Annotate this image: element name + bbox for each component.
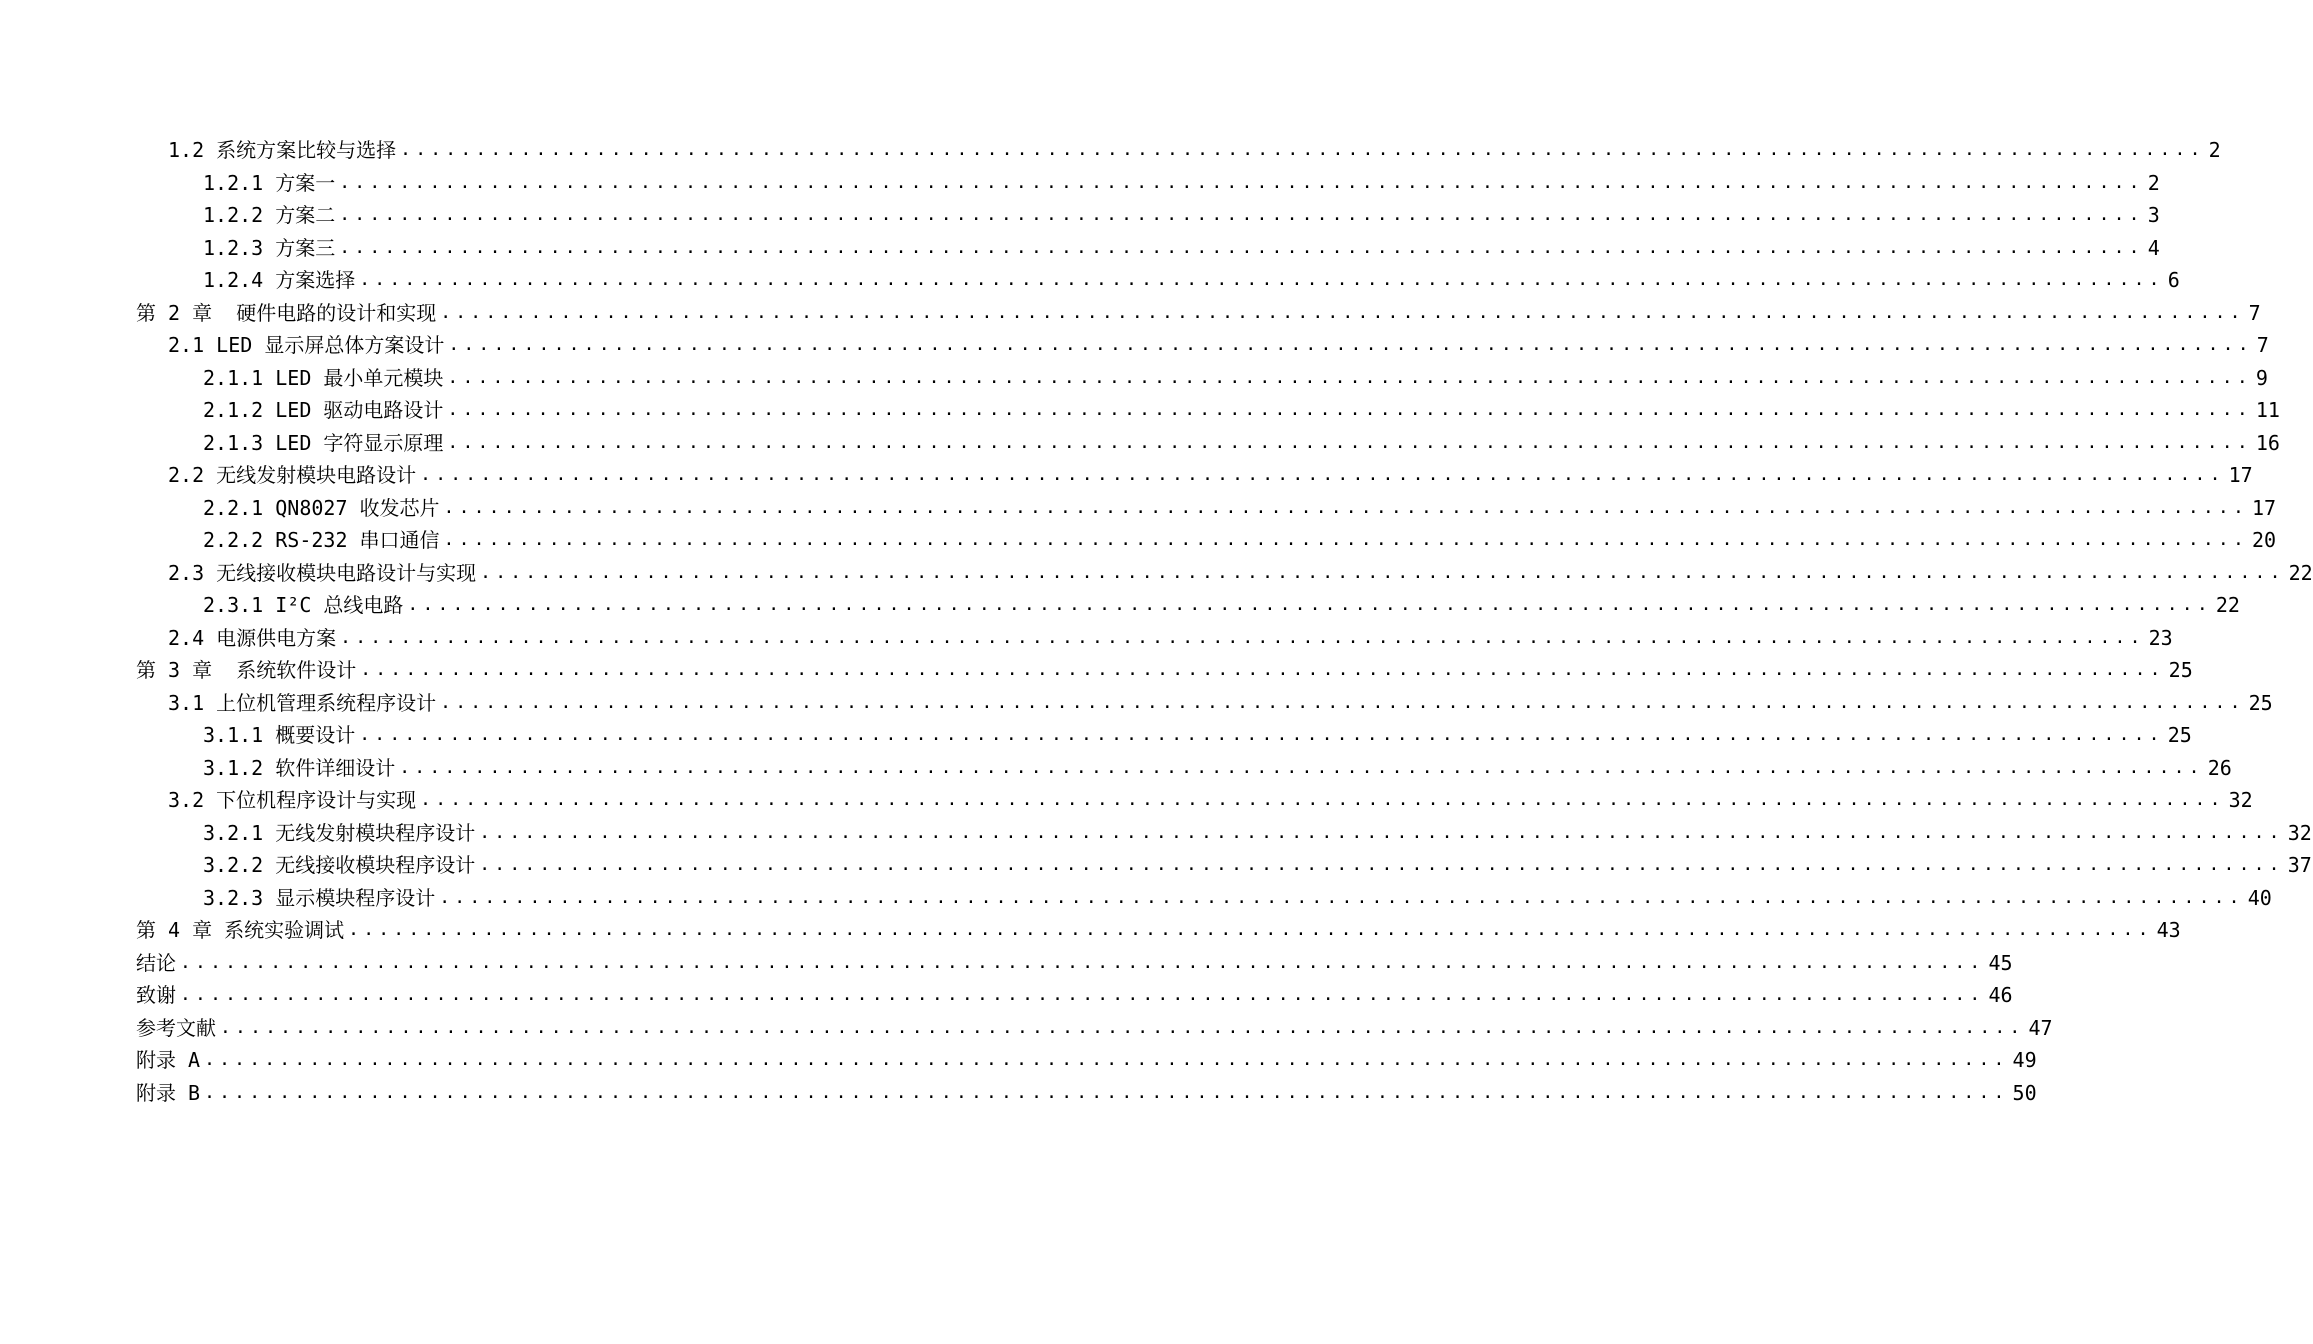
toc-leader-dots: ........................................................................................................................	[359, 724, 2164, 745]
toc-page-number: 40	[2246, 882, 2260, 915]
toc-entry-title: 2.2.2 RS-232 串口通信	[203, 524, 442, 557]
toc-entry[interactable]	[0, 232, 2160, 265]
toc-leader-dots: ........................................................................................................................	[180, 984, 1985, 1005]
toc-entry-title: 2.4 电源供电方案	[168, 622, 338, 655]
toc-entry[interactable]	[0, 394, 2280, 427]
toc-entry[interactable]	[0, 1044, 2037, 1077]
toc-leader-dots: ........................................................................................................................	[447, 399, 2252, 420]
toc-page-number: 47	[2026, 1012, 2040, 1045]
toc-entry[interactable]	[0, 914, 2181, 947]
toc-leader-dots: ........................................................................................................................	[407, 594, 2212, 615]
toc-page-number: 22	[2287, 557, 2301, 590]
toc-page-number: 25	[2167, 654, 2181, 687]
toc-entry-title: 2.1.2 LED 驱动电路设计	[203, 394, 445, 427]
toc-page-number: 3	[2146, 199, 2160, 232]
toc-entry[interactable]	[0, 752, 2232, 785]
toc-page-number: 32	[2286, 817, 2300, 850]
toc-page-number: 9	[2254, 362, 2268, 395]
toc-page-number: 20	[2250, 524, 2264, 557]
toc-leader-dots: ........................................................................................................................	[440, 691, 2245, 713]
toc-entry-title: 3.2.2 无线接收模块程序设计	[203, 849, 477, 882]
toc-entry-title: 3.1.1 概要设计	[203, 719, 357, 752]
toc-entry[interactable]	[0, 264, 2180, 297]
toc-entry[interactable]	[0, 882, 2272, 915]
toc-leader-dots: ........................................................................................................................	[443, 529, 2248, 550]
toc-entry-title: 2.2.1 QN8027 收发芯片	[203, 492, 442, 525]
toc-page-number: 50	[2011, 1077, 2025, 1110]
toc-entry[interactable]	[0, 687, 2273, 720]
toc-page-number: 49	[2011, 1044, 2025, 1077]
toc-entry-title: 2.1.1 LED 最小单元模块	[203, 362, 445, 395]
toc-leader-dots: ........................................................................................................................	[400, 139, 2205, 160]
toc-leader-dots: ........................................................................................................................	[479, 821, 2284, 843]
toc-entry[interactable]	[0, 134, 2221, 167]
toc-entry-title: 结论	[136, 947, 178, 980]
toc-entry-title: 第 3 章 系统软件设计	[136, 654, 358, 687]
toc-page-number: 25	[2247, 687, 2261, 720]
toc-leader-dots: ........................................................................................................................	[447, 431, 2252, 453]
toc-page-number: 37	[2286, 849, 2300, 882]
toc-leader-dots: ........................................................................................................................	[480, 561, 2285, 583]
toc-page-number: 2	[2146, 167, 2160, 200]
toc-entry[interactable]	[0, 492, 2277, 525]
toc-entry[interactable]	[0, 167, 2160, 200]
toc-entry[interactable]	[0, 817, 2312, 850]
toc-entry-title: 3.2.1 无线发射模块程序设计	[203, 817, 477, 850]
toc-page-number: 25	[2166, 719, 2180, 752]
toc-leader-dots: ........................................................................................................................	[339, 171, 2144, 193]
toc-entry[interactable]	[0, 427, 2280, 460]
toc-entry[interactable]	[0, 622, 2173, 655]
toc-page-number: 26	[2206, 752, 2220, 785]
toc-page-number: 6	[2166, 264, 2180, 297]
toc-entry-title: 参考文献	[136, 1012, 218, 1045]
toc-entry-title: 2.2 无线发射模块电路设计	[168, 459, 418, 492]
toc-entry[interactable]	[0, 297, 2261, 330]
toc-entry[interactable]	[0, 979, 2013, 1012]
toc-page-number: 43	[2155, 914, 2169, 947]
toc-entry-title: 2.1.3 LED 字符显示原理	[203, 427, 445, 460]
toc-page-number: 7	[2255, 329, 2269, 362]
toc-leader-dots: ........................................................................................................................	[204, 1081, 2009, 1103]
toc-leader-dots: ........................................................................................................................	[359, 269, 2164, 290]
toc-leader-dots: ........................................................................................................................	[448, 334, 2253, 355]
toc-leader-dots: ........................................................................................................................	[420, 464, 2225, 485]
toc-page-number: 11	[2254, 394, 2268, 427]
toc-entry[interactable]	[0, 362, 2268, 395]
toc-page-number: 32	[2227, 784, 2241, 817]
toc-entry[interactable]	[0, 654, 2193, 687]
toc-entry[interactable]	[0, 1077, 2037, 1110]
toc-entry-title: 第 2 章 硬件电路的设计和实现	[136, 297, 438, 330]
toc-entry-title: 3.1 上位机管理系统程序设计	[168, 687, 438, 720]
toc-leader-dots: ........................................................................................................................	[360, 659, 2165, 680]
toc-entry-title: 附录 A	[136, 1044, 202, 1077]
toc-leader-dots: ........................................................................................................................	[220, 1016, 2025, 1038]
toc-entry-title: 1.2.1 方案一	[203, 167, 337, 200]
toc-leader-dots: ........................................................................................................................	[440, 301, 2245, 323]
toc-leader-dots: ........................................................................................................................	[204, 1049, 2009, 1070]
toc-entry[interactable]	[0, 524, 2277, 557]
toc-entry-title: 3.2 下位机程序设计与实现	[168, 784, 418, 817]
toc-entry[interactable]	[0, 329, 2269, 362]
toc-leader-dots: ........................................................................................................................	[447, 366, 2252, 388]
toc-entry-title: 3.1.2 软件详细设计	[203, 752, 397, 785]
toc-leader-dots: ........................................................................................................................	[180, 951, 1985, 973]
toc-entry-title: 附录 B	[136, 1077, 202, 1110]
toc-entry[interactable]	[0, 784, 2253, 817]
toc-leader-dots: ........................................................................................................................	[443, 496, 2248, 518]
toc-entry[interactable]	[0, 557, 2313, 590]
toc-entry[interactable]	[0, 947, 2013, 980]
toc-entry[interactable]	[0, 849, 2312, 882]
toc-page-number: 17	[2227, 459, 2241, 492]
toc-entry-title: 第 4 章 系统实验调试	[136, 914, 346, 947]
table-of-contents	[0, 134, 2313, 1109]
toc-page-number: 17	[2250, 492, 2264, 525]
toc-page-number: 4	[2146, 232, 2160, 265]
toc-entry-title: 2.1 LED 显示屏总体方案设计	[168, 329, 446, 362]
toc-page-number: 45	[1986, 947, 2000, 980]
toc-leader-dots: ........................................................................................................................	[348, 919, 2153, 940]
toc-entry-title: 2.3.1 I²C 总线电路	[203, 589, 405, 622]
toc-leader-dots: ........................................................................................................................	[479, 854, 2284, 875]
toc-entry-title: 致谢	[136, 979, 178, 1012]
toc-leader-dots: ........................................................................................................................	[420, 789, 2225, 810]
toc-entry[interactable]	[0, 589, 2240, 622]
toc-entry-title: 1.2 系统方案比较与选择	[168, 134, 398, 167]
toc-entry-title: 1.2.3 方案三	[203, 232, 337, 265]
toc-entry[interactable]	[0, 1012, 2053, 1045]
toc-page-number: 7	[2247, 297, 2261, 330]
toc-leader-dots: ........................................................................................................................	[439, 886, 2244, 908]
toc-page-number: 22	[2214, 589, 2228, 622]
toc-leader-dots: ........................................................................................................................	[339, 236, 2144, 258]
toc-entry[interactable]	[0, 719, 2192, 752]
toc-page-number: 23	[2147, 622, 2161, 655]
toc-leader-dots: ........................................................................................................................	[339, 204, 2144, 225]
toc-leader-dots: ........................................................................................................................	[340, 626, 2145, 648]
toc-page-number: 16	[2254, 427, 2268, 460]
toc-page-number: 2	[2207, 134, 2221, 167]
toc-page-number: 46	[1986, 979, 2000, 1012]
toc-entry-title: 3.2.3 显示模块程序设计	[203, 882, 437, 915]
toc-entry[interactable]	[0, 459, 2253, 492]
toc-leader-dots: ........................................................................................................................	[399, 756, 2204, 778]
toc-entry-title: 1.2.2 方案二	[203, 199, 337, 232]
toc-entry[interactable]	[0, 199, 2160, 232]
toc-entry-title: 2.3 无线接收模块电路设计与实现	[168, 557, 478, 590]
toc-entry-title: 1.2.4 方案选择	[203, 264, 357, 297]
